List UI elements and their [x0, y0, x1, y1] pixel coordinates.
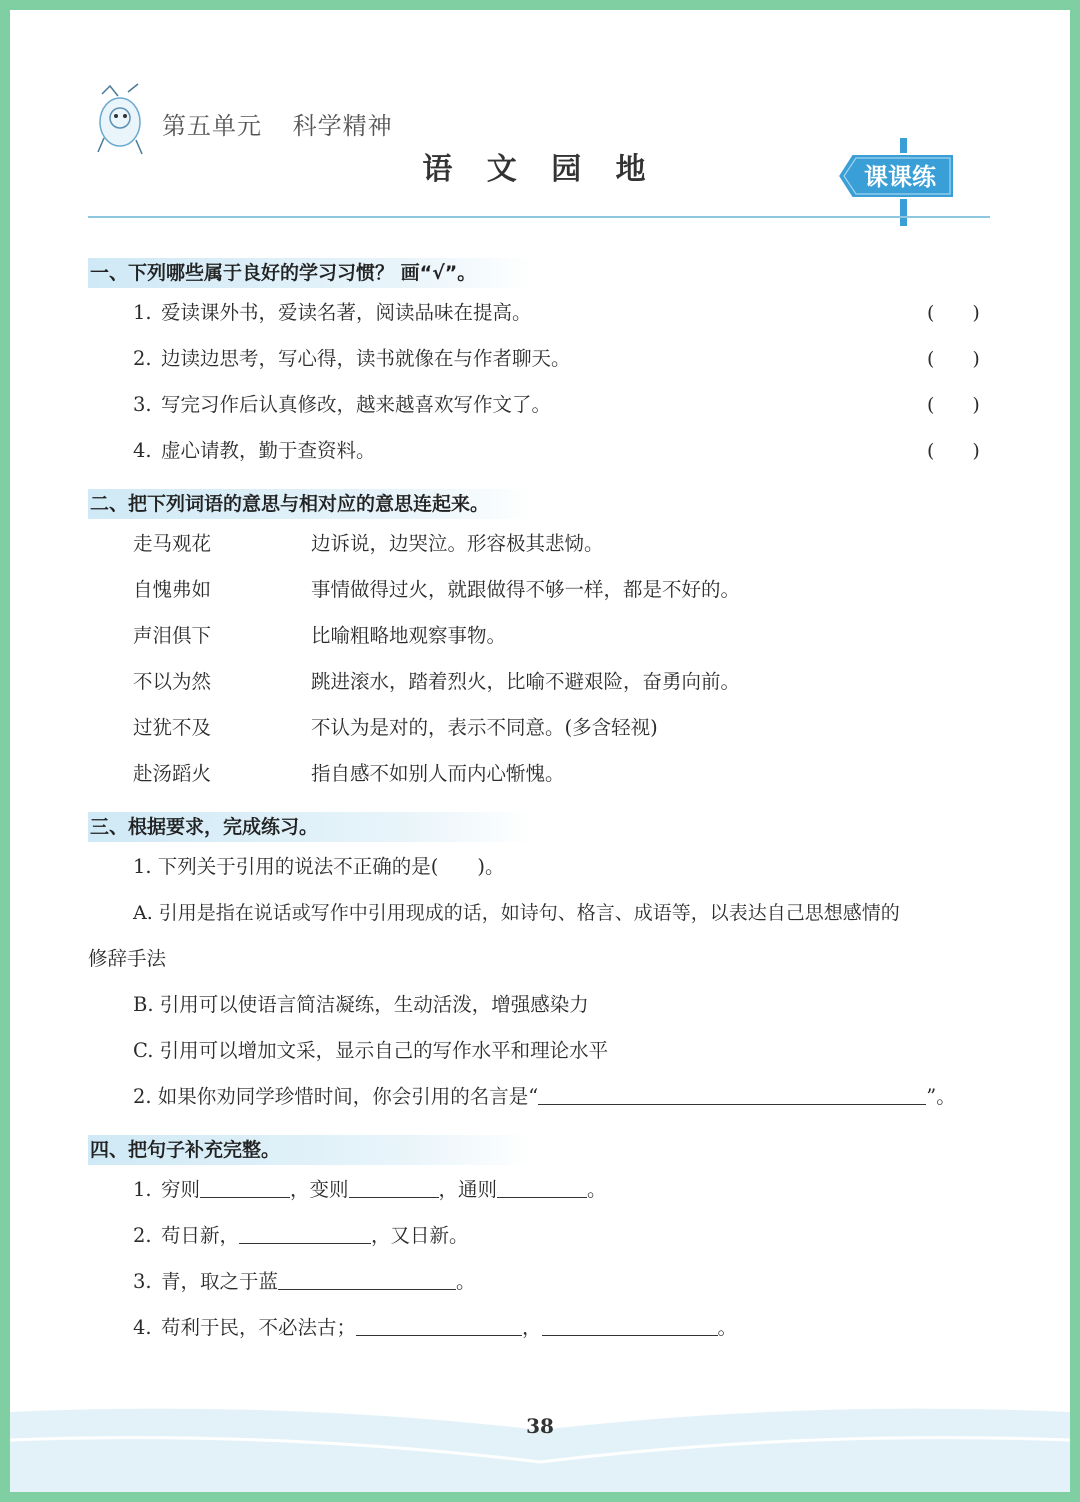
s1-answer-3[interactable]: ( )	[927, 394, 980, 416]
s4-sentence-1: 1. 穷则 ，变则 ，通则 。	[133, 1178, 607, 1201]
s1-item-3: 3. 写完习作后认真修改，越来越喜欢写作文了。	[133, 393, 552, 416]
s2-meaning-4[interactable]: 跳进滚水，踏着烈火，比喻不避艰险，奋勇向前。	[311, 670, 741, 693]
s2-meaning-2[interactable]: 事情做得过火，就跟做得不够一样，都是不好的。	[311, 578, 741, 601]
s2-term-2[interactable]: 自愧弗如	[133, 578, 212, 601]
s1-item-2: 2. 边读边思考，写心得，读书就像在与作者聊天。	[133, 347, 571, 370]
s4-2-blank[interactable]	[239, 1223, 371, 1244]
s3-option-b[interactable]: B. 引用可以使语言简洁凝练，生动活泼，增强感染力	[133, 993, 589, 1016]
badge-signpost	[834, 138, 964, 226]
s3-option-a-cont[interactable]: 修辞手法	[88, 947, 167, 970]
s4-sentence-2: 2. 苟日新， ，又日新。	[133, 1224, 469, 1247]
s1-answer-2[interactable]: ( )	[927, 348, 980, 370]
s1-item-4: 4. 虚心请教，勤于查资料。	[133, 439, 376, 462]
unit-label: 第五单元	[162, 112, 262, 140]
unit-theme: 科学精神	[292, 112, 393, 140]
s2-meaning-3[interactable]: 比喻粗略地观察事物。	[311, 624, 507, 647]
s4-sentence-3: 3. 青，取之于蓝 。	[133, 1270, 476, 1293]
section-3-heading: 三、根据要求，完成练习。	[88, 812, 534, 842]
s4-3-blank[interactable]	[278, 1269, 456, 1290]
s1-answer-1[interactable]: ( )	[927, 302, 980, 324]
s2-meaning-1[interactable]: 边诉说，边哭泣。形容极其悲恸。	[311, 532, 604, 555]
s4-1-blank-1[interactable]	[200, 1177, 290, 1198]
s3-question-2: 2. 如果你劝同学珍惜时间，你会引用的名言是“ ”。	[133, 1085, 956, 1108]
unit-header	[162, 106, 415, 141]
badge-label: 课课练	[864, 163, 936, 191]
s2-term-6[interactable]: 赴汤蹈火	[133, 762, 212, 785]
worksheet-page	[10, 10, 1070, 1492]
s2-meaning-5[interactable]: 不认为是对的，表示不同意。(多含轻视)	[311, 716, 658, 739]
s1-item-1: 1. 爱读课外书，爱读名著，阅读品味在提高。	[133, 301, 532, 324]
s4-4-blank-1[interactable]	[356, 1315, 522, 1336]
s3-option-c[interactable]: C. 引用可以增加文采，显示自己的写作水平和理论水平	[133, 1039, 609, 1062]
s3-option-a[interactable]: A. 引用是指在说话或写作中引用现成的话，如诗句、格言、成语等，以表达自己思想感情的	[133, 902, 900, 924]
page-title: 语 文 园 地	[422, 152, 658, 187]
s1-answer-4[interactable]: ( )	[927, 440, 980, 462]
s2-term-3[interactable]: 声泪俱下	[133, 624, 212, 647]
s2-term-4[interactable]: 不以为然	[133, 670, 212, 693]
header-rule	[88, 216, 990, 218]
s4-1-blank-2[interactable]	[349, 1177, 439, 1198]
s4-4-blank-2[interactable]	[542, 1315, 718, 1336]
s2-meaning-6[interactable]: 指自感不如别人而内心惭愧。	[311, 762, 565, 785]
s2-term-1[interactable]: 走马观花	[133, 532, 212, 555]
s3-question-1: 1. 下列关于引用的说法不正确的是( )。	[133, 855, 505, 878]
s4-1-blank-3[interactable]	[497, 1177, 587, 1198]
section-4-heading: 四、把句子补充完整。	[88, 1135, 534, 1165]
section-1-heading: 一、下列哪些属于良好的学习习惯？ 画“√”。	[88, 258, 534, 288]
s2-term-5[interactable]: 过犹不及	[133, 716, 212, 739]
s4-sentence-4: 4. 苟利于民，不必法古； ， 。	[133, 1316, 738, 1339]
s3-q2-answer-blank[interactable]	[538, 1084, 926, 1105]
section-2-heading: 二、把下列词语的意思与相对应的意思连起来。	[88, 489, 534, 519]
page-number: 38	[526, 1414, 554, 1438]
